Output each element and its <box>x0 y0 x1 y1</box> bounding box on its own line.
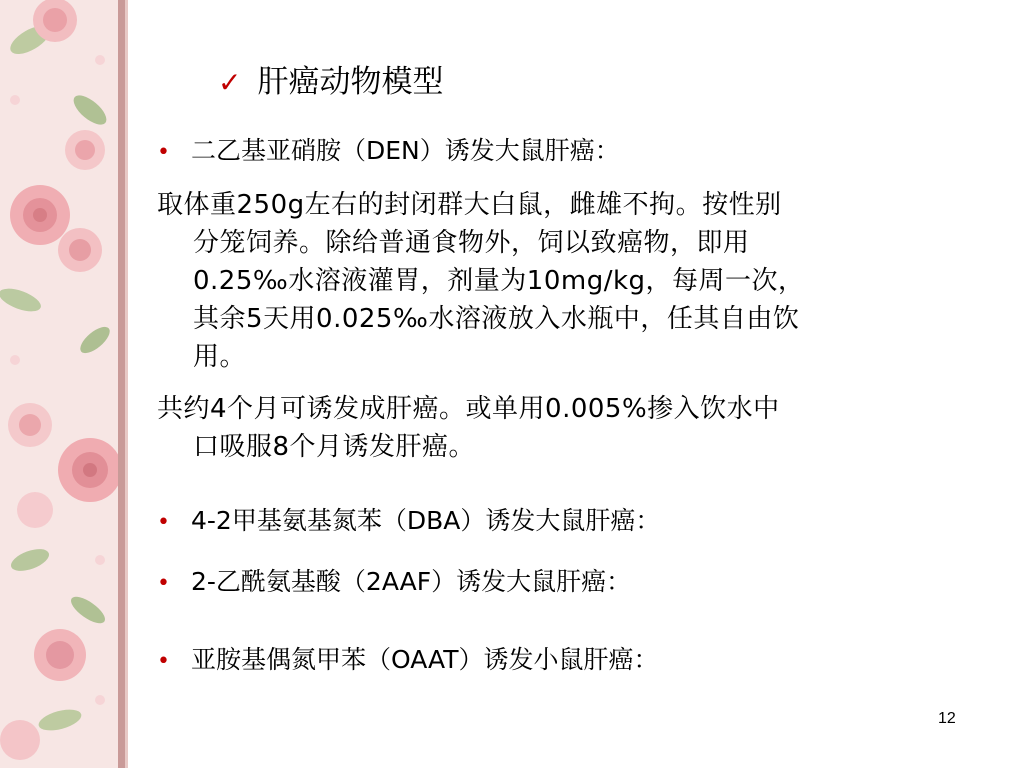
floral-border-decoration <box>0 0 118 768</box>
paragraph-line: 0.25‰水溶液灌胃，剂量为10mg/kg，每周一次， <box>193 266 805 296</box>
paragraph-line: 用。 <box>193 342 247 372</box>
paragraph-line: 取体重250g左右的封闭群大白鼠，雌雄不拘。按性别 <box>157 190 782 220</box>
procedure-paragraph <box>157 186 957 376</box>
bullet-item-den <box>157 134 620 170</box>
result-paragraph <box>157 390 957 466</box>
heading-text: 肝癌动物模型 <box>257 64 444 100</box>
slide-heading <box>218 62 443 103</box>
bullet-text: 亚胺基偶氮甲苯（OAAT）诱发小鼠肝癌： <box>191 645 659 674</box>
bullet-item-dba <box>157 504 660 540</box>
bullet-icon: • <box>157 510 170 535</box>
bullet-icon: • <box>157 649 170 674</box>
bullet-item-oaat <box>157 643 658 679</box>
bullet-text: 2-乙酰氨基酸（2AAF）诱发大鼠肝癌： <box>191 567 632 596</box>
checkmark-icon: ✓ <box>218 66 242 99</box>
bullet-text: 4-2甲基氨基氮苯（DBA）诱发大鼠肝癌： <box>191 506 661 535</box>
paragraph-line: 其余5天用0.025‰水溶液放入水瓶中，任其自由饮 <box>193 304 800 334</box>
page-number: 12 <box>938 710 956 727</box>
bullet-text: 二乙基亚硝胺（DEN）诱发大鼠肝癌： <box>191 136 620 165</box>
bullet-icon: • <box>157 571 170 596</box>
paragraph-line: 口吸服8个月诱发肝癌。 <box>193 432 476 462</box>
paragraph-line: 共约4个月可诱发成肝癌。或单用0.005%掺入饮水中 <box>157 394 780 424</box>
rose-pattern-icon <box>0 0 118 768</box>
border-stripe-light <box>125 0 128 768</box>
border-stripe <box>118 0 125 768</box>
bullet-icon: • <box>157 140 170 165</box>
paragraph-line: 分笼饲养。除给普通食物外，饲以致癌物，即用 <box>193 228 750 258</box>
bullet-item-2aaf <box>157 565 631 601</box>
